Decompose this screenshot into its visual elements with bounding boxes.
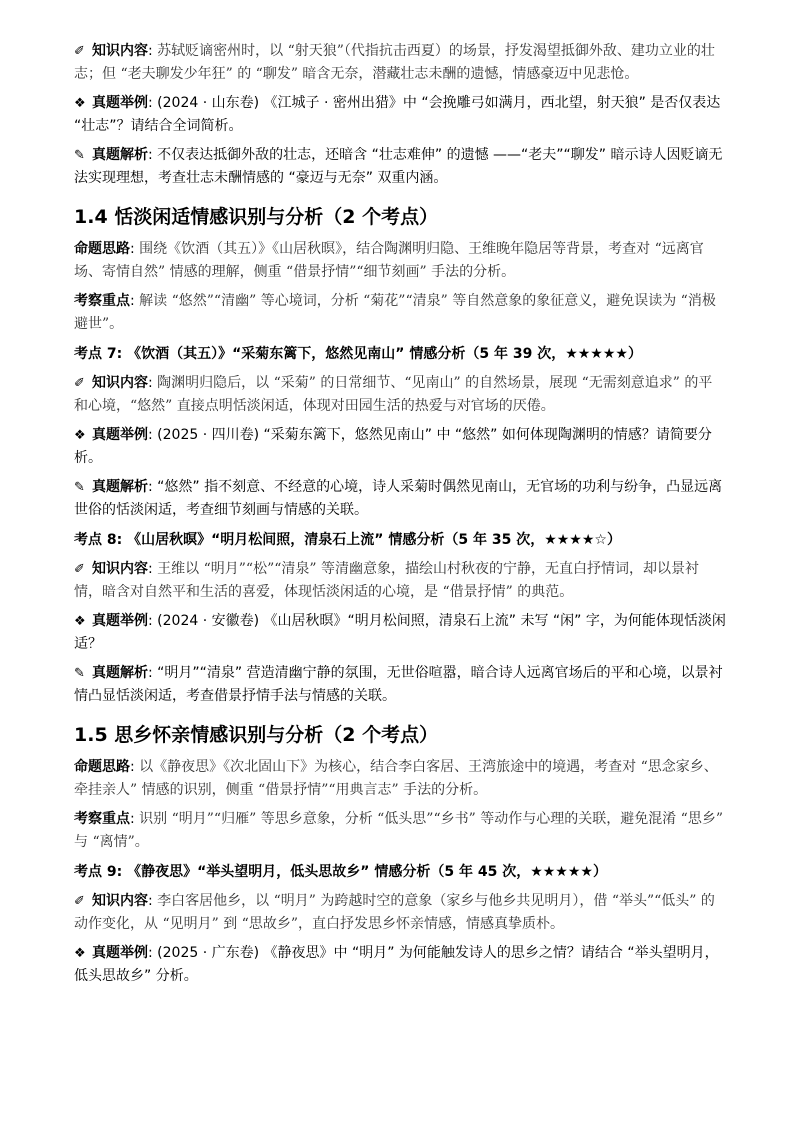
paragraph-label: 知识内容: [92, 375, 148, 391]
section-heading: 1.4 恬淡闲适情感识别与分析（2 个考点）: [74, 206, 439, 228]
paragraph-text: 识别 “明月”“归雁” 等思乡意象，分析 “低头思”“乡书” 等动作与心理的关联，避免混淆 “思乡” 与 “离情”。: [74, 811, 723, 850]
paragraph-label: 知识内容: [92, 43, 148, 59]
label-separator: :: [130, 811, 140, 827]
plain-paragraph: [74, 808, 726, 854]
paragraph-label: 真题解析: [92, 479, 148, 495]
label-separator: :: [148, 147, 158, 163]
diamond-icon: ❖: [74, 428, 86, 443]
label-separator: :: [148, 479, 158, 495]
pencil-icon: ✐: [74, 44, 85, 59]
paragraph-text: (2024 · 山东卷) 《江城子 · 密州出猎》中 “会挽雕弓如满月，西北望，射天狼” 是否仅表达 “壮志”？请结合全词简析。: [74, 95, 721, 134]
document-page: [74, 40, 726, 994]
example-paragraph: [74, 424, 726, 470]
example-paragraph: [74, 92, 726, 138]
paragraph-label: 真题举例: [92, 427, 148, 443]
paragraph-text: 围绕《饮酒（其五）》《山居秋暝》，结合陶渊明归隐、王维晚年隐居等背景，考查对 “远离官场、寄情自然” 情感的理解，侧重 “借景抒情”“细节刻画” 手法的分析。: [74, 241, 704, 280]
example-paragraph: [74, 942, 726, 988]
paragraph-text: (2025 · 广东卷) 《静夜思》中 “明月” 为何能触发诗人的思乡之情？请结合 “举头望明月，低头思故乡” 分析。: [74, 945, 719, 984]
label-separator: :: [148, 893, 158, 909]
paragraph-text: 解读 “悠然”“清幽” 等心境词，分析 “菊花”“清泉” 等自然意象的象征意义，避免误读为 “消极避世”。: [74, 293, 716, 332]
paragraph-text: “明月”“清泉” 营造清幽宁静的氛围，无世俗喧嚣，暗合诗人远离官场后的平和心境，以景衬情凸显恬淡闲适，考查借景抒情手法与情感的关联。: [74, 665, 723, 704]
knowledge-paragraph: [74, 372, 726, 418]
pencil-icon: ✐: [74, 562, 85, 577]
paragraph-text: (2025 · 四川卷) “采菊东篱下，悠然见南山” 中 “悠然” 如何体现陶渊明的情感？请简要分析。: [74, 427, 712, 466]
label-separator: :: [148, 43, 158, 59]
label-separator: :: [148, 613, 158, 629]
knowledge-paragraph: [74, 558, 726, 604]
knowledge-paragraph: [74, 40, 726, 86]
plain-paragraph: [74, 756, 726, 802]
paragraph-label: 真题举例: [92, 95, 148, 111]
paragraph-text: “悠然” 指不刻意、不经意的心境，诗人采菊时偶然见南山，无官场的功利与纷争，凸显远离世俗的恬淡闲适，考查细节刻画与情感的关联。: [74, 479, 723, 518]
example-paragraph: [74, 610, 726, 656]
knowledge-paragraph: [74, 890, 726, 936]
section-heading: 1.5 思乡怀亲情感识别与分析（2 个考点）: [74, 724, 439, 746]
label-separator: :: [130, 293, 140, 309]
paragraph-text: 不仅表达抵御外敌的壮志，还暗含 “壮志难伸” 的遗憾 ——“老夫”“聊发” 暗示诗人因贬谪无法实现理想，考查壮志未酬情感的 “豪迈与无奈” 双重内涵。: [74, 147, 723, 186]
kaodian-title: 考点 8: 《山居秋暝》“明月松间照，清泉石上流” 情感分析（5 年 35 次，★★★★☆）: [74, 532, 621, 548]
pencil-icon: ✐: [74, 894, 85, 909]
paragraph-text: 陶渊明归隐后，以 “采菊” 的日常细节、“见南山” 的自然场景，展现 “无需刻意追求” 的平和心境，“悠然” 直接点明恬淡闲适，体现对田园生活的热爱与对官场的厌倦。: [74, 375, 713, 414]
diamond-icon: ❖: [74, 96, 86, 111]
label-separator: :: [130, 759, 140, 775]
diamond-icon: ❖: [74, 946, 86, 961]
paragraph-text: 以《静夜思》《次北固山下》为核心，结合李白客居、王湾旅途中的境遇，考查对 “思念家乡、牵挂亲人” 情感的识别，侧重 “借景抒情”“用典言志” 手法的分析。: [74, 759, 718, 798]
paragraph-label: 命题思路: [74, 241, 130, 257]
paragraph-label: 真题解析: [92, 665, 148, 681]
label-separator: :: [130, 241, 140, 257]
label-separator: :: [148, 375, 158, 391]
diamond-icon: ❖: [74, 614, 86, 629]
label-separator: :: [148, 95, 158, 111]
analysis-paragraph: [74, 662, 726, 708]
paragraph-label: 知识内容: [92, 561, 148, 577]
label-separator: :: [148, 665, 158, 681]
label-separator: :: [148, 427, 158, 443]
analysis-paragraph: [74, 476, 726, 522]
paragraph-label: 考察重点: [74, 811, 130, 827]
kaodian-title: 考点 7: 《饮酒（其五）》“采菊东篱下，悠然见南山” 情感分析（5 年 39 次，★★★★★）: [74, 346, 642, 362]
plain-paragraph: [74, 290, 726, 336]
label-separator: :: [148, 561, 158, 577]
paragraph-label: 真题举例: [92, 945, 148, 961]
paragraph-text: 苏轼贬谪密州时，以 “射天狼”（代指抗击西夏）的场景，抒发渴望抵御外敌、建功立业的壮志；但 “老夫聊发少年狂” 的 “聊发” 暗含无奈，潜藏壮志未酬的遗憾，情感豪迈中见悲怆。: [74, 43, 715, 82]
pen-icon: ✎: [74, 148, 85, 163]
paragraph-text: 王维以 “明月”“松”“清泉” 等清幽意象，描绘山村秋夜的宁静，无直白抒情词，却以景衬情，暗含对自然平和生活的喜爱，体现恬淡闲适的心境，是 “借景抒情” 的典范。: [74, 561, 700, 600]
paragraph-label: 真题解析: [92, 147, 148, 163]
paragraph-label: 考察重点: [74, 293, 130, 309]
pencil-icon: ✐: [74, 376, 85, 391]
paragraph-label: 命题思路: [74, 759, 130, 775]
label-separator: :: [148, 945, 158, 961]
pen-icon: ✎: [74, 480, 85, 495]
paragraph-text: 李白客居他乡，以 “明月” 为跨越时空的意象（家乡与他乡共见明月），借 “举头”“低头” 的动作变化，从 “见明月” 到 “思故乡”，直白抒发思乡怀亲情感，情感真挚质朴。: [74, 893, 715, 932]
paragraph-label: 知识内容: [92, 893, 148, 909]
analysis-paragraph: [74, 144, 726, 190]
paragraph-text: (2024 · 安徽卷) 《山居秋暝》“明月松间照，清泉石上流” 未写 “闲” 字，为何能体现恬淡闲适？: [74, 613, 726, 652]
plain-paragraph: [74, 238, 726, 284]
kaodian-title: 考点 9: 《静夜思》“举头望明月，低头思故乡” 情感分析（5 年 45 次，★★★★★）: [74, 864, 607, 880]
pen-icon: ✎: [74, 666, 85, 681]
paragraph-label: 真题举例: [92, 613, 148, 629]
